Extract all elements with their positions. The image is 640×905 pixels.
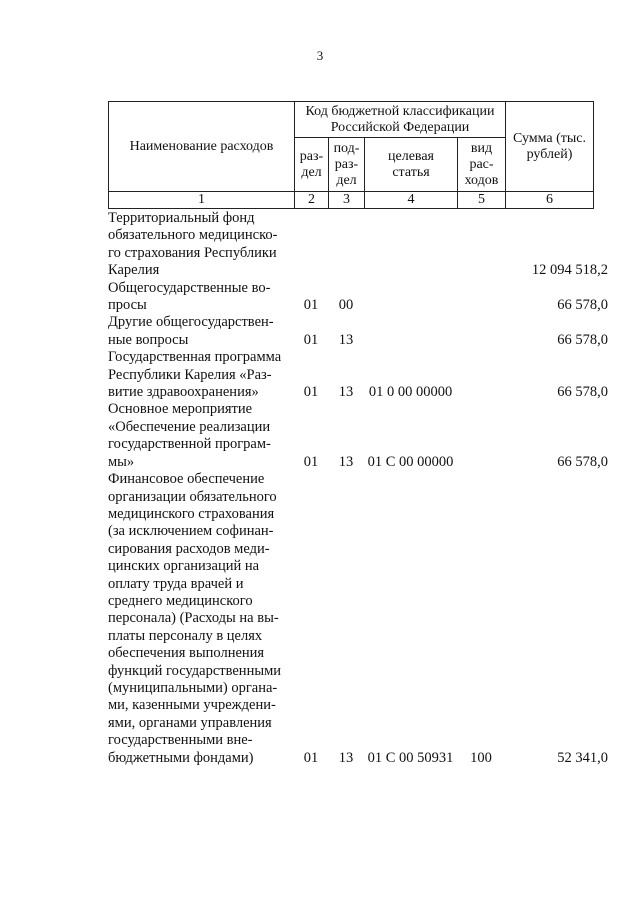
expense-name-line: среднего медицинского bbox=[108, 592, 253, 609]
page-number: 3 bbox=[316, 48, 324, 63]
expense-name-line: Карелия bbox=[108, 262, 160, 279]
expense-name bbox=[108, 280, 294, 315]
subsection-code: 13 bbox=[338, 384, 354, 401]
header-code-group: Код бюджетной классификации Российской Федерации bbox=[295, 102, 506, 138]
amount: 66 578,0 bbox=[557, 384, 608, 401]
expense-name-line: (за исключением софинан- bbox=[108, 523, 274, 540]
expense-name bbox=[108, 401, 294, 471]
expense-name-line: оплату труда врачей и bbox=[108, 575, 244, 592]
expense-name bbox=[108, 349, 294, 401]
header-target: целевая статья bbox=[365, 138, 458, 192]
expense-name-line: цинских организаций на bbox=[108, 558, 260, 575]
expense-name-line: ями, органами управления bbox=[108, 714, 272, 731]
table-row bbox=[108, 280, 608, 315]
target-article: 01 С 00 50931 bbox=[367, 749, 454, 766]
header-name: Наименование расходов bbox=[109, 102, 295, 192]
header-number: 6 bbox=[506, 192, 594, 209]
header-subsection: под-раз-дел bbox=[329, 138, 365, 192]
subsection-code: 13 bbox=[338, 453, 354, 470]
expense-name-line: Основное мероприятие bbox=[108, 401, 253, 418]
expense-name-line: бюджетными фондами) bbox=[108, 749, 254, 766]
expense-type: 100 bbox=[470, 749, 492, 766]
section-code: 01 bbox=[303, 331, 319, 348]
header-number: 2 bbox=[295, 192, 329, 209]
expense-name-line: Государственная программа bbox=[108, 349, 282, 366]
amount: 66 578,0 bbox=[557, 331, 608, 348]
expense-name-line: Финансовое обеспечение bbox=[108, 471, 265, 488]
section-code: 01 bbox=[303, 384, 319, 401]
expense-name-line: организации обязательного bbox=[108, 488, 277, 505]
subsection-code: 13 bbox=[338, 749, 354, 766]
expense-name-line: просы bbox=[108, 297, 147, 314]
expense-name-line: медицинского страхования bbox=[108, 505, 275, 522]
expense-name-line: функций государственными bbox=[108, 662, 282, 679]
expense-name-line: «Обеспечение реализации bbox=[108, 418, 271, 435]
header-number: 5 bbox=[458, 192, 506, 209]
header-type: вид рас-ходов bbox=[458, 138, 506, 192]
expense-name-line: го страхования Республики bbox=[108, 244, 277, 261]
table-row bbox=[108, 349, 608, 401]
expense-name-line: ми, казенными учреждени- bbox=[108, 697, 276, 714]
expense-name-line: обеспечения выполнения bbox=[108, 645, 265, 662]
section-code: 01 bbox=[303, 297, 319, 314]
subsection-code: 13 bbox=[338, 331, 354, 348]
table-header bbox=[108, 101, 594, 209]
expense-name-line: мы» bbox=[108, 453, 135, 470]
expense-name bbox=[108, 314, 294, 349]
expense-name-line: персонала) (Расходы на вы- bbox=[108, 610, 279, 627]
amount: 12 094 518,2 bbox=[531, 262, 608, 279]
header-section: раз-дел bbox=[295, 138, 329, 192]
amount: 52 341,0 bbox=[557, 749, 608, 766]
expense-name bbox=[108, 210, 294, 280]
target-article: 01 0 00 00000 bbox=[368, 384, 453, 401]
header-sum: Сумма (тыс. рублей) bbox=[506, 102, 594, 192]
amount: 66 578,0 bbox=[557, 453, 608, 470]
header-number: 4 bbox=[365, 192, 458, 209]
subsection-code: 00 bbox=[338, 297, 354, 314]
table-row bbox=[108, 210, 608, 280]
amount: 66 578,0 bbox=[557, 297, 608, 314]
header-number: 1 bbox=[109, 192, 295, 209]
expense-name-line: Территориальный фонд bbox=[108, 210, 255, 226]
target-article: 01 С 00 00000 bbox=[367, 453, 454, 470]
header-number: 3 bbox=[329, 192, 365, 209]
expense-name-line: витие здравоохранения» bbox=[108, 384, 259, 401]
expense-name-line: ные вопросы bbox=[108, 331, 189, 348]
expense-name-line: государственными вне- bbox=[108, 732, 253, 749]
budget-rows bbox=[108, 210, 608, 767]
expense-name-line: Общегосударственные во- bbox=[108, 279, 271, 296]
section-code: 01 bbox=[303, 453, 319, 470]
section-code: 01 bbox=[303, 749, 319, 766]
expense-name-line: сирования расходов меди- bbox=[108, 540, 270, 557]
table-row bbox=[108, 314, 608, 349]
table-row bbox=[108, 401, 608, 471]
expense-name-line: государственной програм- bbox=[108, 436, 271, 453]
expense-name-line: платы персоналу в целях bbox=[108, 627, 263, 644]
expense-name-line: (муниципальными) органа- bbox=[108, 679, 278, 696]
expense-name bbox=[108, 471, 294, 767]
expense-name-line: Другие общегосударствен- bbox=[108, 314, 274, 331]
expense-name-line: обязательного медицинско- bbox=[108, 227, 278, 244]
table-row bbox=[108, 471, 608, 767]
expense-name-line: Республики Карелия «Раз- bbox=[108, 366, 272, 383]
